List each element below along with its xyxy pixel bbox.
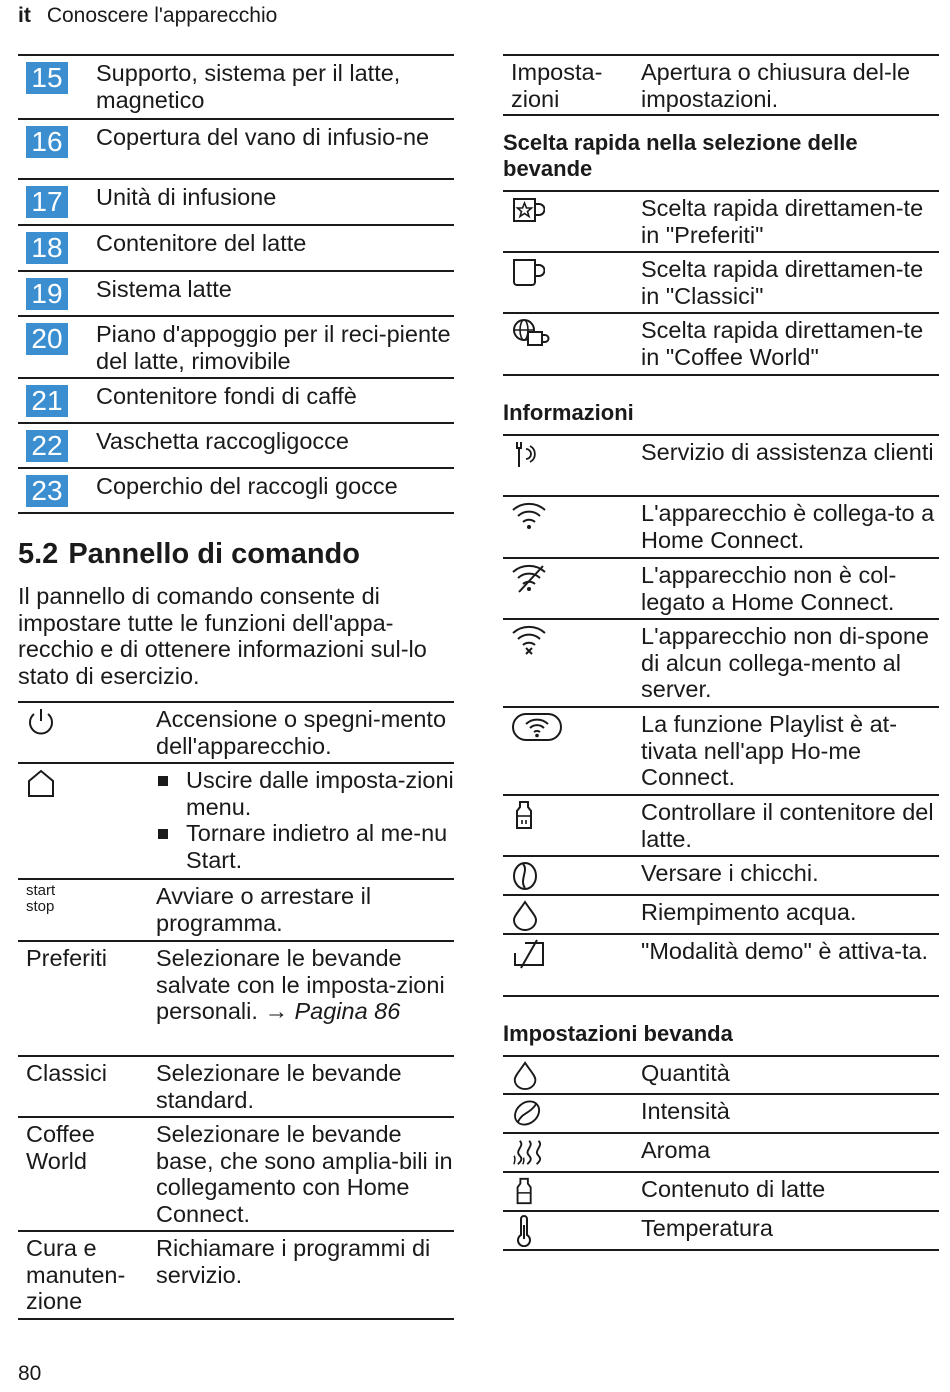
cup-icon	[503, 253, 641, 312]
info-row	[503, 857, 939, 896]
drink-row	[503, 1134, 939, 1173]
drink-row	[503, 1212, 939, 1251]
part-text: Supporto, sistema per il latte, magnetico	[96, 60, 401, 113]
quick-row	[503, 253, 939, 314]
section-number: 5.2	[18, 538, 59, 570]
parts-row	[18, 56, 454, 120]
milk-bottle-icon	[503, 796, 641, 855]
part-number: 20	[26, 323, 68, 355]
drink-row	[503, 1173, 939, 1212]
parts-row	[18, 272, 454, 317]
page-header	[18, 4, 277, 28]
page-reference[interactable]: → Pagina 86	[264, 998, 401, 1024]
part-text: Vaschetta raccogligocce	[96, 428, 349, 454]
info-table	[503, 434, 939, 997]
quick-select-table	[503, 190, 939, 376]
thermometer-icon	[503, 1212, 641, 1249]
control-row-classici	[18, 1057, 454, 1118]
controls-table	[18, 701, 454, 1320]
section-heading	[18, 538, 454, 571]
wifi-off-icon	[503, 559, 641, 618]
drink-desc: Aroma	[641, 1137, 711, 1163]
info-desc: Riempimento acqua.	[641, 899, 857, 925]
drink-row	[503, 1095, 939, 1134]
part-number: 19	[26, 278, 68, 310]
info-row	[503, 796, 939, 857]
drink-settings-heading: Impostazioni bevanda	[503, 1021, 733, 1046]
parts-table	[18, 54, 454, 514]
drink-desc: Temperatura	[641, 1215, 773, 1241]
control-desc: Selezionare le bevande standard.	[156, 1060, 402, 1113]
start-stop-key: start stop	[26, 882, 56, 915]
control-desc: Selezionare le bevande salvate con le imposta-zioni personali.	[156, 945, 445, 1024]
globe-cup-icon	[503, 314, 641, 374]
control-row-power	[18, 703, 454, 764]
wifi-playlist-icon	[503, 708, 641, 794]
wifi-x-icon	[503, 620, 641, 706]
control-row-coffeeworld	[18, 1118, 454, 1232]
info-row	[503, 436, 939, 497]
info-desc: Servizio di assistenza clienti	[641, 439, 934, 465]
aroma-icon	[503, 1134, 641, 1171]
info-row	[503, 497, 939, 559]
part-text: Contenitore fondi di caffè	[96, 383, 357, 409]
power-icon	[18, 703, 156, 762]
info-row	[503, 620, 939, 708]
language-code: it	[18, 4, 31, 27]
part-text: Sistema latte	[96, 276, 232, 302]
part-number: 21	[26, 385, 68, 417]
parts-row	[18, 180, 454, 226]
control-desc: Avviare o arrestare il programma.	[156, 883, 372, 936]
drink-desc: Intensità	[641, 1098, 730, 1124]
info-heading: Informazioni	[503, 400, 634, 425]
info-row	[503, 896, 939, 935]
control-row-startstop	[18, 880, 454, 942]
part-text: Copertura del vano di infusio-ne	[96, 124, 430, 150]
wrench-service-icon	[503, 436, 641, 495]
parts-row	[18, 469, 454, 514]
water-drop-icon	[503, 896, 641, 933]
right-column	[503, 54, 939, 1251]
bullet-item: Uscire dalle imposta-zioni menu.	[156, 767, 454, 820]
section-title: Pannello di comando	[68, 538, 360, 570]
page-number: 80	[18, 1362, 42, 1385]
control-desc: Richiamare i programmi di servizio.	[156, 1235, 431, 1288]
part-text: Contenitore del latte	[96, 230, 307, 256]
part-number: 18	[26, 232, 68, 264]
coffee-bean-icon	[503, 857, 641, 894]
info-desc: L'apparecchio non è col-legato a Home Connect.	[641, 562, 897, 615]
cup-star-icon	[503, 192, 641, 251]
drink-desc: Quantità	[641, 1060, 730, 1086]
info-desc: L'apparecchio non di-spone di alcun collega-mento al server.	[641, 623, 930, 702]
info-desc: L'apparecchio è collega-to a Home Connect.	[641, 500, 935, 553]
control-row-preferiti	[18, 942, 454, 1057]
part-number: 22	[26, 430, 68, 462]
quick-select-heading: Scelta rapida nella selezione delle bevande	[503, 130, 858, 181]
part-text: Piano d'appoggio per il reci-piente del latte, rimovibile	[96, 321, 451, 374]
info-desc: La funzione Playlist è at-tivata nell'app Ho-me Connect.	[641, 711, 898, 790]
demo-mode-icon	[503, 935, 641, 995]
control-desc: Accensione o spegni-mento dell'apparecchio.	[156, 706, 447, 759]
parts-row	[18, 226, 454, 272]
quick-row	[503, 192, 939, 253]
header-title: Conoscere l'apparecchio	[46, 4, 278, 27]
control-desc: Apertura o chiusura del-le impostazioni.	[641, 59, 911, 112]
part-text: Coperchio del raccogli gocce	[96, 473, 398, 499]
intro-paragraph: Il pannello di comando consente di impostare tutte le funzioni dell'appa-recchio e di ottenere informazioni sul-lo stato di esercizio.	[18, 583, 427, 689]
info-desc: Controllare il contenitore del latte.	[641, 799, 934, 852]
part-number: 17	[26, 186, 68, 218]
drink-row	[503, 1057, 939, 1095]
quick-row	[503, 314, 939, 376]
drink-desc: Contenuto di latte	[641, 1176, 826, 1202]
drink-settings-table	[503, 1055, 939, 1251]
part-number: 16	[26, 126, 68, 158]
quick-desc: Scelta rapida direttamen-te in "Classici"	[641, 256, 924, 309]
quick-desc: Scelta rapida direttamen-te in "Preferiti"	[641, 195, 924, 248]
control-row-home	[18, 764, 454, 880]
info-row	[503, 708, 939, 796]
control-row-cura	[18, 1232, 454, 1320]
control-key: Classici	[26, 1060, 107, 1086]
part-number: 23	[26, 475, 68, 507]
info-desc: Versare i chicchi.	[641, 860, 819, 886]
info-row	[503, 935, 939, 997]
control-key: Imposta-zioni	[511, 59, 603, 112]
parts-row	[18, 317, 454, 379]
info-desc: "Modalità demo" è attiva-ta.	[641, 938, 929, 964]
parts-row	[18, 424, 454, 469]
part-number: 15	[26, 62, 68, 94]
milk-bottle-icon	[503, 1173, 641, 1210]
control-key: Cura e manuten-zione	[26, 1235, 126, 1314]
quick-desc: Scelta rapida direttamen-te in "Coffee World"	[641, 317, 924, 370]
bullet-item: Tornare indietro al me-nu Start.	[156, 820, 454, 873]
part-text: Unità di infusione	[96, 184, 277, 210]
left-column	[18, 54, 454, 1320]
settings-table	[503, 54, 939, 116]
settings-row	[503, 56, 939, 116]
parts-row	[18, 120, 454, 180]
water-drop-icon	[503, 1057, 641, 1093]
coffee-bean-icon	[503, 1095, 641, 1132]
control-key: Preferiti	[26, 945, 107, 971]
wifi-icon	[503, 497, 641, 557]
info-row	[503, 559, 939, 620]
control-key: Coffee World	[26, 1121, 95, 1174]
home-icon	[18, 764, 156, 878]
control-desc: Selezionare le bevande base, che sono amplia-bili in collegamento con Home Connect.	[156, 1121, 453, 1227]
parts-row	[18, 379, 454, 424]
